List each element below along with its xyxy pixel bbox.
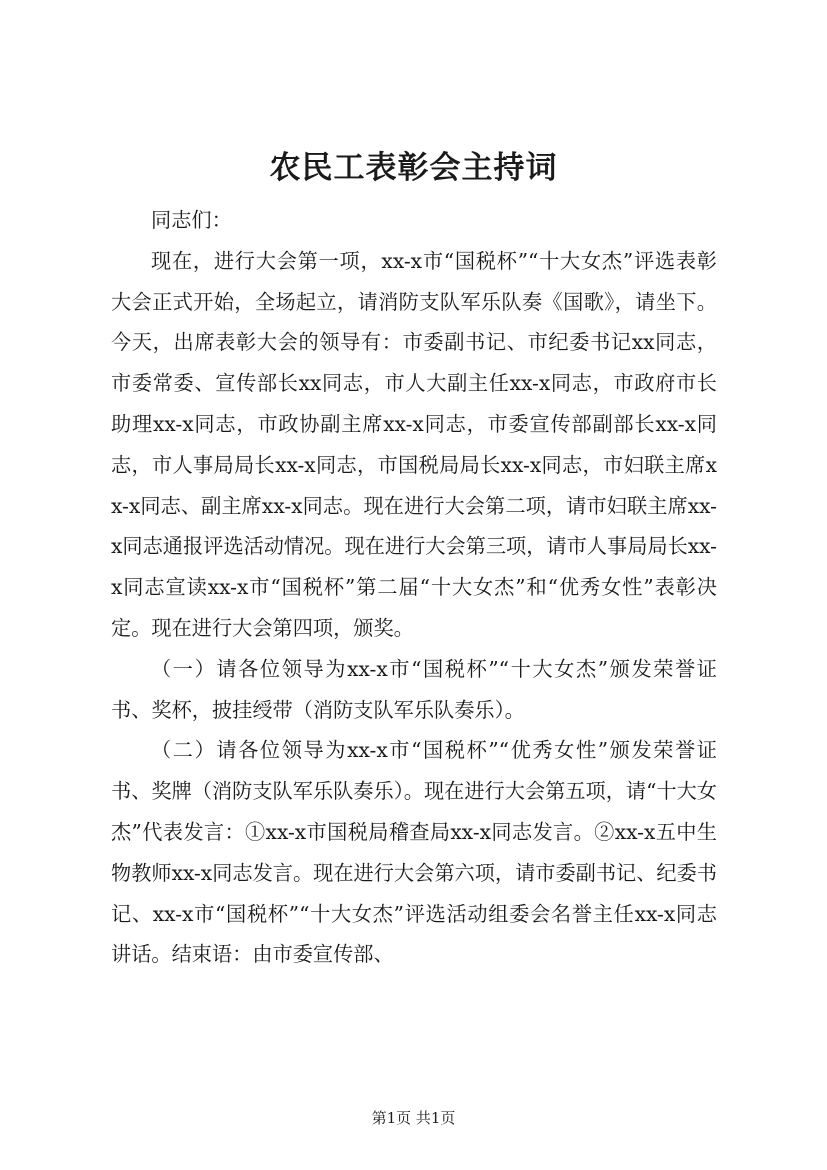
- paragraph-salutation: 同志们：: [151, 208, 232, 232]
- paragraph-2: （一）请各位领导为xx-x市“国税杯”“十大女杰”颁发荣誉证书、奖杯，披挂绶带（消防支队军乐队奏乐）。: [111, 656, 717, 722]
- paragraph-3: （二）请各位领导为xx-x市“国税杯”“优秀女性”颁发荣誉证书、奖牌（消防支队军乐队奏乐）。现在进行大会第五项，请“十大女杰”代表发言：①xx-x市国税局稽查局xx-x同志发言。②xx-x五中生物教师xx-x同志发言。现在进行大会第六项，请市委副书记、纪委书记、xx-x市“国税杯”“十大女杰”评选活动组委会名誉主任xx-x同志讲话。结束语：由市委宣传部、: [111, 738, 717, 967]
- page-number-footer: 第1页 共1页: [371, 1109, 456, 1127]
- document-title: 农民工表彰会主持词: [269, 150, 558, 186]
- document-body: [111, 200, 717, 975]
- paragraph-1: 现在，进行大会第一项，xx-x市“国税杯”“十大女杰”评选表彰大会正式开始，全场起立，请消防支队军乐队奏《国歌》，请坐下。今天，出席表彰大会的领导有：市委副书记、市纪委书记xx同志，市委常委、宣传部长xx同志，市人大副主任xx-x同志，市政府市长助理xx-x同志，市政协副主席xx-x同志，市委宣传部副部长xx-x同志，市人事局局长xx-x同志，市国税局局长xx-x同志，市妇联主席xx-x同志、副主席xx-x同志。现在进行大会第二项，请市妇联主席xx-x同志通报评选活动情况。现在进行大会第三项，请市人事局局长xx-x同志宣读xx-x市“国税杯”第二届“十大女杰”和“优秀女性”表彰决定。现在进行大会第四项，颁奖。: [111, 248, 717, 640]
